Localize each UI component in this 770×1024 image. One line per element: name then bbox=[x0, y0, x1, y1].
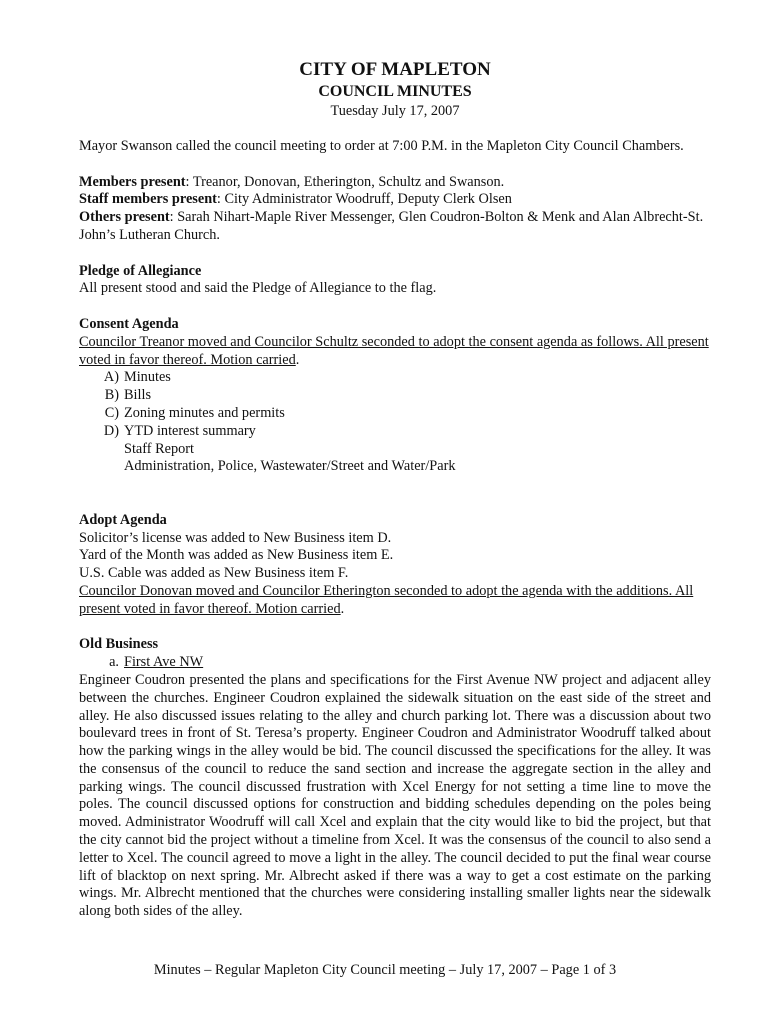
list-item bbox=[79, 369, 711, 387]
list-marker: D) bbox=[103, 422, 119, 439]
members-present-value: : Treanor, Donovan, Etherington, Schultz and Swanson. bbox=[185, 173, 505, 190]
staff-report-label: Staff Report bbox=[124, 440, 195, 457]
list-item-label: Bills bbox=[124, 387, 152, 404]
adopt-line: Solicitor’s license was added to New Business item D. bbox=[79, 529, 392, 546]
list-item-label: Minutes bbox=[124, 369, 171, 386]
list-item bbox=[79, 654, 711, 672]
document-subtitle: COUNCIL MINUTES bbox=[318, 83, 472, 100]
adopt-motion-text: Councilor Donovan moved and Councilor Etherington seconded to adopt the agenda with the additions. All present voted in favor thereof. Motion carried bbox=[79, 582, 694, 617]
consent-items-list bbox=[79, 369, 711, 440]
meeting-date: Tuesday July 17, 2007 bbox=[330, 103, 460, 119]
consent-motion-text: Councilor Treanor moved and Councilor Schultz seconded to adopt the consent agenda as follows. All present voted in favor thereof. Motion carried bbox=[79, 333, 709, 368]
list-item-label: YTD interest summary bbox=[124, 422, 256, 439]
adopt-agenda-heading: Adopt Agenda bbox=[79, 511, 167, 528]
document-title: CITY OF MAPLETON bbox=[299, 59, 491, 80]
adopt-line: U.S. Cable was added as New Business item F. bbox=[79, 565, 349, 582]
adopt-line: Yard of the Month was added as New Business item E. bbox=[79, 547, 394, 564]
list-item-label: Zoning minutes and permits bbox=[124, 404, 285, 421]
others-present-label: Others present bbox=[79, 209, 170, 226]
list-marker: a. bbox=[109, 654, 119, 671]
list-marker: A) bbox=[103, 369, 119, 386]
pledge-heading: Pledge of Allegiance bbox=[79, 262, 202, 279]
list-item bbox=[79, 405, 711, 423]
list-marker: C) bbox=[104, 404, 119, 421]
list-item bbox=[79, 387, 711, 405]
adopt-motion: Councilor Donovan moved and Councilor Etherington seconded to adopt the agenda with the additions. All present voted in favor thereof. Motion carried. bbox=[79, 582, 694, 617]
opening-paragraph: Mayor Swanson called the council meeting to order at 7:00 P.M. in the Mapleton City Council Chambers. bbox=[79, 138, 684, 154]
list-marker: B) bbox=[104, 387, 119, 404]
old-business-body: Engineer Coudron presented the plans and specifications for the First Avenue NW project and adjacent alley between the churches. Engineer Coudron explained the sidewalk situation on the east side of the street and alley. He also discussed issues relating to the alley and church parking lot. There was a discussion about two boulevard trees in front of St. Teresa’s property. Engineer Coudron and Administrator Woodruff talked about how the parking wings in the alley would be bid. The council discussed the specifications for the alley. It was the consensus of the council to reduce the sand section and increase the aggregate section in the alley and parking wings. The council discussed frustration with Xcel Energy for not setting a time line to move the poles. The council discussed options for construction and bidding schedules depending on the poles being moved. Administrator Woodruff will call Xcel and explain that the city would like to bid the project, but that the city cannot bid the project without a timeline from Xcel. It was the consensus of the council to also send a letter to Xcel. The council agreed to move a light in the alley. The council decided to put the final wear course lift of blacktop on next spring. Mr. Albrecht asked if there was a way to get a cost estimate on the parking wings. Mr. Albrecht mentioned that the churches were considering installing smaller lights near the sidewalk along both sides of the alley. bbox=[79, 671, 711, 920]
staff-report-detail: Administration, Police, Wastewater/Street and Water/Park bbox=[124, 458, 456, 475]
others-present-line bbox=[79, 209, 711, 245]
staff-present-line bbox=[79, 191, 711, 209]
members-present-label: Members present bbox=[79, 173, 186, 190]
staff-present-value: : City Administrator Woodruff, Deputy Clerk Olsen bbox=[216, 191, 512, 208]
page-footer: Minutes – Regular Mapleton City Council meeting – July 17, 2007 – Page 1 of 3 bbox=[153, 962, 617, 978]
pledge-text: All present stood and said the Pledge of Allegiance to the flag. bbox=[79, 280, 437, 297]
old-business-item-title: First Ave NW bbox=[124, 654, 204, 671]
consent-heading: Consent Agenda bbox=[79, 315, 179, 332]
members-present-line bbox=[79, 174, 711, 192]
old-business-heading: Old Business bbox=[79, 636, 159, 653]
list-item bbox=[79, 423, 711, 441]
others-present-value: : Sarah Nihart-Maple River Messenger, Glen Coudron-Bolton & Menk and Alan Albrecht-St. John’s Lutheran Church. bbox=[79, 209, 704, 243]
old-business-items bbox=[79, 654, 711, 672]
consent-motion: Councilor Treanor moved and Councilor Schultz seconded to adopt the consent agenda as follows. All present voted in favor thereof. Motion carried. bbox=[79, 333, 709, 368]
staff-present-label: Staff members present bbox=[79, 191, 217, 208]
document-page bbox=[79, 58, 711, 921]
